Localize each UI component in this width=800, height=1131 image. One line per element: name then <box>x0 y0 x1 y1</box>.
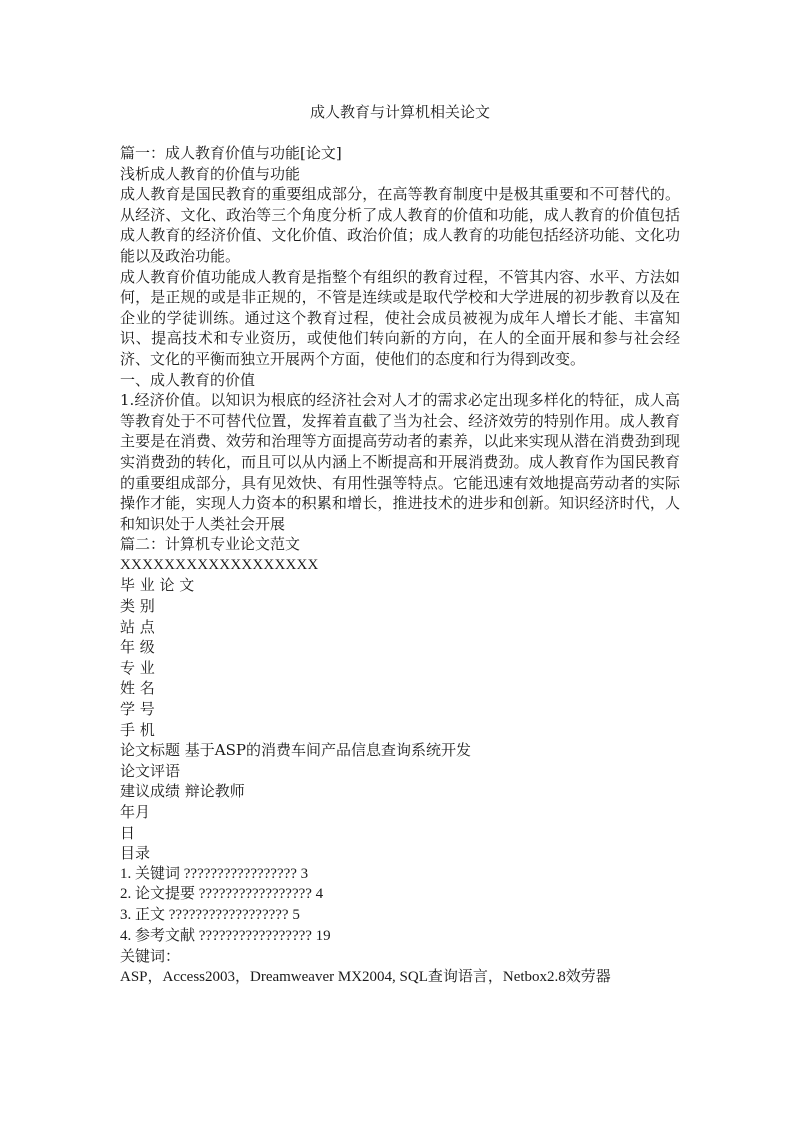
field-grade: 年 级 <box>120 638 155 657</box>
part1-paragraph-1: 成人教育是国民教育的重要组成部分，在高等教育制度中是极其重要和不可替代的。从经济、文化、政治等三个角度分析了成人教育的价值和功能，成人教育的价值包括成人教育的经济价值、文化价值、政治价值；成人教育的功能包括经济功能、文化功能以及政治功能。 <box>120 185 680 265</box>
field-phone: 手 机 <box>120 720 155 739</box>
field-student-id: 学 号 <box>120 700 155 719</box>
part1-section-heading: 一、成人教育的价值 <box>120 370 256 389</box>
part1-paragraph-3: 1.经济价值。以知识为根底的经济社会对人才的需求必定出现多样化的特征，成人高等教育处于不可替代位置，发挥着直截了当为社会、经济效劳的特别作用。成人教育主要是在消费、效劳和治理等方面提高劳动者的素养，以此来实现从潜在消费劲到现实消费劲的转化，而且可以从内涵上不断提高和开展消费劲。成人教育作为国民教育的重要组成部分，具有见效快、有用性强等特点。它能迅速有效地提高劳动者的实际操作才能，实现人力资本的积累和增长，推进技术的进步和创新。知识经济时代，人和知识处于人类社会开展 <box>120 391 680 533</box>
thesis-title-line: 论文标题 基于ASP的消费车间产品信息查询系统开发 <box>120 741 471 760</box>
keywords-label: 关键词： <box>120 947 181 966</box>
toc-item: 3. 正文 ?????????????????? 5 <box>120 906 300 923</box>
part1-paragraph-2: 成人教育价值功能成人教育是指整个有组织的教育过程，不管其内容、水平、方法如何，是正规的或是非正规的，不管是连续或是取代学校和大学进展的初步教育以及在企业的学徒训练。通过这个教育过程，使社会成员被视为成年人增长才能、丰富知识、提高技术和专业资历，或使他们转向新的方向，在人的全面开展和参与社会经济、文化的平衡而独立开展两个方面，使他们的态度和行为得到改变。 <box>120 267 680 368</box>
field-name: 姓 名 <box>120 679 155 698</box>
part2-heading: 篇二：计算机专业论文范文 <box>120 535 301 554</box>
toc-heading: 目录 <box>120 844 151 863</box>
review-label: 论文评语 <box>120 761 181 780</box>
field-site: 站 点 <box>120 617 155 636</box>
part1-subheading: 浅析成人教育的价值与功能 <box>120 164 301 183</box>
keywords-line: ASP，Access2003，Dreamweaver MX2004, SQL查询语言，Netbox2.8效劳器 <box>120 968 611 985</box>
document-title: 成人教育与计算机相关论文 <box>309 103 490 121</box>
toc-item: 1. 关键词 ????????????????? 3 <box>120 865 309 882</box>
field-category: 类 别 <box>120 597 155 616</box>
toc-item: 2. 论文提要 ????????????????? 4 <box>120 886 324 903</box>
part1-heading: 篇一：成人教育价值与功能[论文] <box>120 144 342 162</box>
year-month-line: 年月 <box>120 803 151 821</box>
cover-title: 毕 业 论 文 <box>120 576 195 595</box>
grade-line: 建议成绩 辩论教师 <box>120 782 245 801</box>
day-line: 日 <box>120 823 136 842</box>
field-major: 专 业 <box>120 658 155 677</box>
document-body <box>120 143 680 987</box>
toc-item: 4. 参考文献 ????????????????? 19 <box>120 927 331 944</box>
placeholder-line: XXXXXXXXXXXXXXXXXX <box>120 556 319 573</box>
